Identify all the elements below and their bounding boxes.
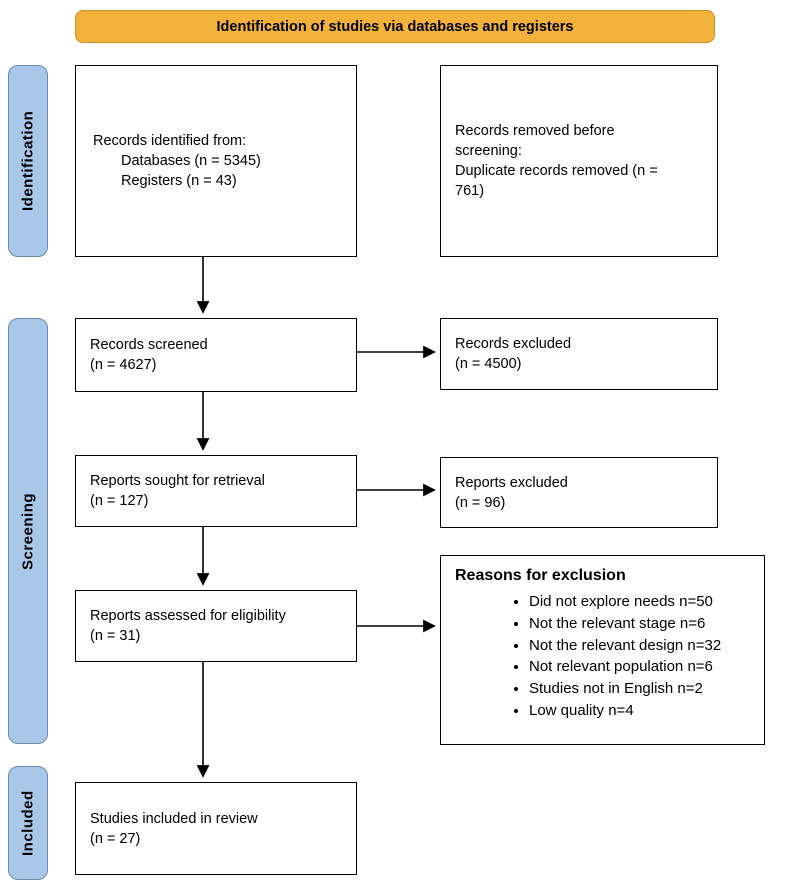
records-removed-box [440,65,718,257]
reasons-list [455,591,752,722]
reports-assessed-box [75,590,357,662]
records-excluded-box [440,318,718,390]
box-line: (n = 27) [90,830,141,847]
reasons-title: Reasons for exclusion [455,567,626,584]
box-line: Reports excluded [455,474,568,491]
reasons-for-exclusion-box [440,555,765,745]
box-line: (n = 4627) [90,357,157,373]
reason-item: • Not relevant population n=6 [529,656,752,678]
records-identified-box [75,65,357,257]
diagram-header-banner [75,10,715,43]
records-screened-box [75,318,357,392]
reason-item: • Did not explore needs n=50 [529,591,752,613]
reason-item: • Not the relevant stage n=6 [529,613,752,635]
stage-label-text: Identification [19,110,37,212]
reason-item: • Low quality n=4 [529,700,752,722]
box-line: Records screened [90,337,208,353]
box-line: Records excluded [455,336,572,352]
stage-label-screening [8,318,48,744]
box-line: 761) [455,183,485,199]
box-line: Records identified from: [93,133,247,149]
reason-item: • Studies not in English n=2 [529,678,752,700]
studies-included-box [75,782,357,875]
reports-excluded-box [440,457,718,528]
box-line: Duplicate records removed (n = [455,163,658,179]
box-line: screening: [455,143,522,159]
box-line: Studies included in review [90,810,258,827]
stage-label-text: Included [19,790,37,856]
stage-label-identification [8,65,48,257]
box-line: Reports assessed for eligibility [90,608,286,624]
stage-label-included [8,766,48,880]
box-line: (n = 96) [455,494,506,511]
box-line: Databases (n = 5345) [121,153,261,169]
box-line: Records removed before [455,123,615,139]
reports-sought-box [75,455,357,527]
box-line: Registers (n = 43) [121,173,237,189]
box-line: (n = 127) [90,493,149,509]
box-line: (n = 4500) [455,356,522,372]
banner-title: Identification of studies via databases and registers [216,18,574,35]
box-line: (n = 31) [90,628,141,644]
stage-label-text: Screening [19,492,37,570]
box-line: Reports sought for retrieval [90,473,265,489]
reason-item: • Not the relevant design n=32 [529,635,752,657]
